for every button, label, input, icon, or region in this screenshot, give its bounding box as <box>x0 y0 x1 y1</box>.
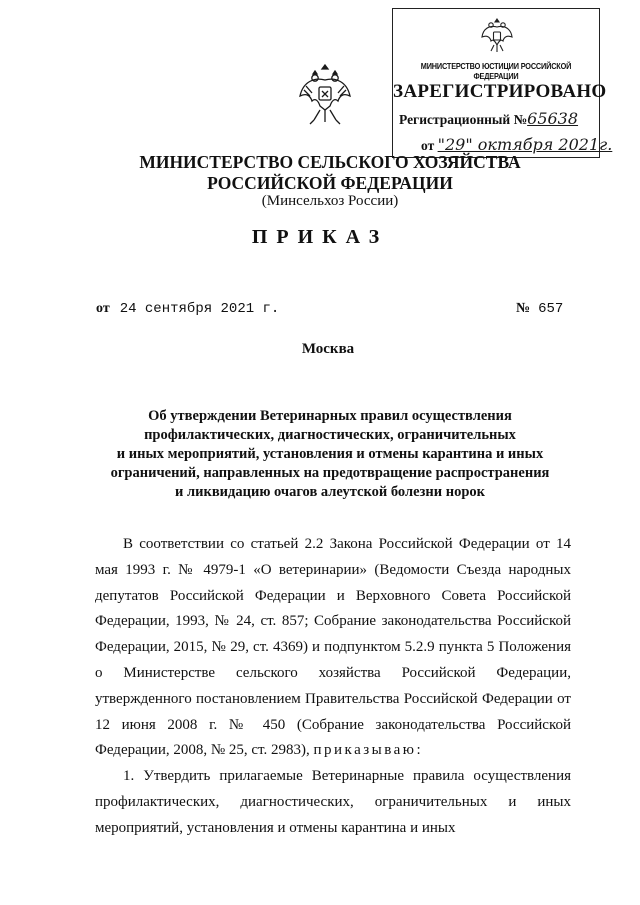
number-value: 657 <box>538 301 564 317</box>
order-body <box>95 532 571 842</box>
subject-line: ограничений, направленных на предотвращение распространения <box>110 465 550 481</box>
subject-line: Об утверждении Ветеринарных правил осуществления <box>148 408 512 424</box>
date-prefix: от <box>96 301 110 316</box>
stamp-registered: ЗАРЕГИСТРИРОВАНО <box>393 81 607 102</box>
coat-of-arms-icon <box>479 15 515 55</box>
document-type: ПРИКАЗ <box>251 226 389 248</box>
stamp-regnum-label: Регистрационный № <box>399 112 528 127</box>
coat-of-arms-icon <box>296 62 354 128</box>
subject-line: и ликвидацию очагов алеутской болезни норок <box>175 484 485 500</box>
preamble-paragraph <box>95 532 571 764</box>
clause-1: 1. Утвердить прилагаемые Ветеринарные правила осуществления профилактических, диагностических, ограничительных и иных мероприятий, установления и отмены карантина и иных <box>95 768 571 836</box>
order-word: приказываю: <box>313 742 424 759</box>
city: Москва <box>301 341 355 357</box>
stamp-date-value: "29" октября 2021г. <box>437 135 613 154</box>
date-value: 24 сентября 2021 г. <box>119 301 280 317</box>
subject-line: профилактических, диагностических, ограничительных <box>144 427 516 443</box>
stamp-regnum-value: 65638 <box>527 109 579 128</box>
order-number <box>516 301 563 317</box>
stamp-regnum <box>399 109 597 128</box>
stamp-date-prefix: от <box>421 138 435 153</box>
ministry-name-line2: РОССИЙСКОЙ ФЕДЕРАЦИИ <box>207 173 453 193</box>
preamble-text: В соответствии со статьей 2.2 Закона Российской Федерации от 14 мая 1993 г. № 4979-1 «О ветеринарии» (Ведомости Съезда народных депутатов Российской Федерации и Верховного Совета Российской Федерации, 1993, № 24, ст. 857; Собрание законодательства Российской Федерации, 2015, № 29, ст. 4369) и подпунктом 5.2.9 пункта 5 Положения о Министерстве сельского хозяйства Российской Федерации, утвержденного постановлением Правительства Российской Федерации от 12 июня 2008 г. № 450 (Собрание законодательства Российской Федерации, 2008, № 25, ст. 2983), <box>95 536 571 759</box>
ministry-short-name: (Минсельхоз России) <box>261 193 399 209</box>
number-label: № <box>516 301 531 316</box>
registration-stamp <box>392 8 613 158</box>
subject-line: и иных мероприятий, установления и отмены карантина и иных <box>116 446 544 462</box>
order-subject <box>80 407 580 502</box>
stamp-ministry: МИНИСТЕРСТВО ЮСТИЦИИ РОССИЙСКОЙ ФЕДЕРАЦИИ <box>420 61 572 81</box>
ministry-name-line1: МИНИСТЕРСТВО СЕЛЬСКОГО ХОЗЯЙСТВА <box>139 152 521 172</box>
order-date <box>96 301 279 317</box>
